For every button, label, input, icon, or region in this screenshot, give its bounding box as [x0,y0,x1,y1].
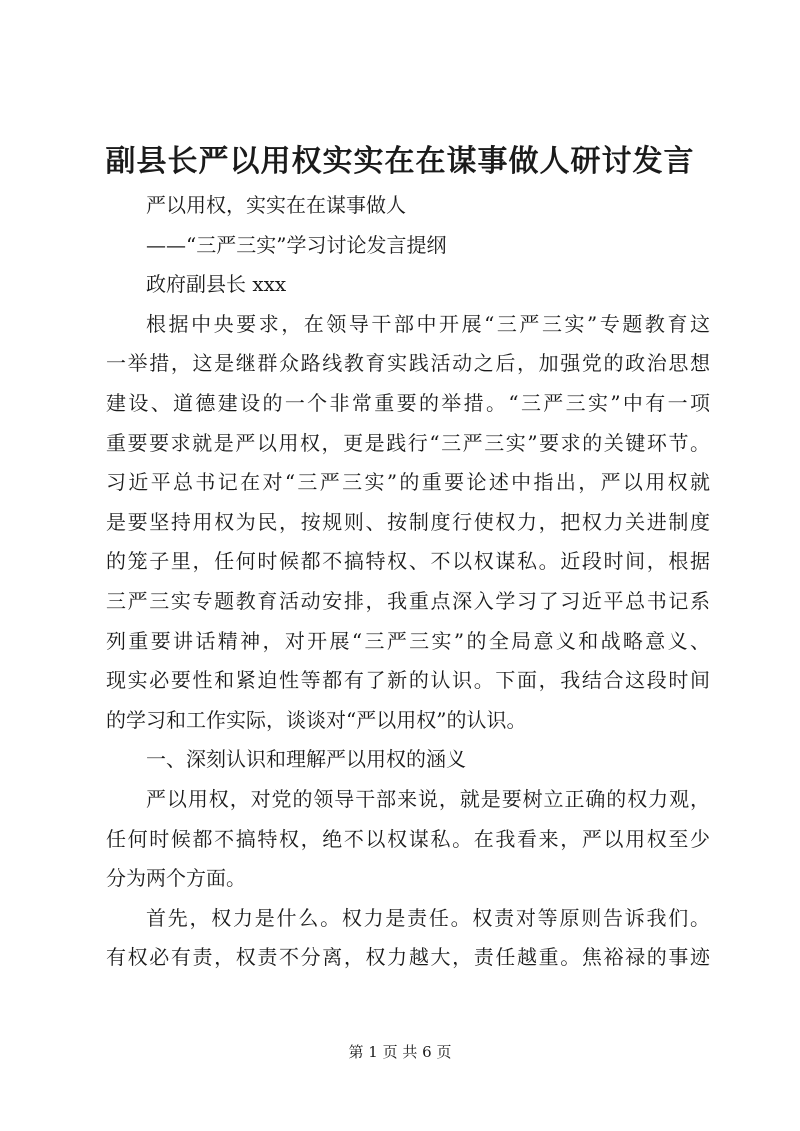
paragraph-line: 首先，权力是什么。权力是责任。权责对等原则告诉我们。 [146,905,710,930]
paragraph-line: 的学习和工作实际，谈谈对“严以用权”的认识。 [106,707,527,732]
paragraph-line: 三严三实专题教育活动安排，我重点深入学习了习近平总书记系 [106,588,710,613]
page-number: 第 1 页 共 6 页 [348,1043,452,1061]
section-heading: 一、深刻认识和理解严以用权的涵义 [146,747,466,772]
paragraph-line: 一举措，这是继群众路线教育实践活动之后，加强党的政治思想 [106,351,710,376]
paragraph-line: 建设、道德建设的一个非常重要的举措。“三严三实”中有一项 [106,390,710,415]
author-line: 政府副县长 xxx [146,272,287,297]
paragraph-line: 习近平总书记在对“三严三实”的重要论述中指出，严以用权就 [106,470,710,495]
document-title: 副县长严以用权实实在在谋事做人研讨发言 [105,144,695,179]
paragraph-line: 严以用权，对党的领导干部来说，就是要树立正确的权力观， [146,786,710,811]
paragraph-line: 有权必有责，权责不分离，权力越大，责任越重。焦裕禄的事迹 [106,945,710,970]
paragraph-line: 列重要讲话精神，对开展“三严三实”的全局意义和战略意义、 [106,628,710,653]
paragraph-line: 根据中央要求，在领导干部中开展“三严三实”专题教育这 [146,311,710,336]
paragraph-line: 的笼子里，任何时候都不搞特权、不以权谋私。近段时间，根据 [106,549,710,574]
subtitle: 严以用权，实实在在谋事做人 [146,193,406,217]
document-body [106,186,710,978]
paragraph-line: 是要坚持用权为民，按规则、按制度行使权力，把权力关进制度 [106,509,710,534]
paragraph-line: 现实必要性和紧迫性等都有了新的认识。下面，我结合这段时间 [106,668,710,693]
paragraph-line: 分为两个方面。 [106,866,246,891]
subtitle-dash: ——“三严三实”学习讨论发言提纲 [146,232,447,257]
paragraph-line: 重要要求就是严以用权，更是践行“三严三实”要求的关键环节。 [106,430,710,455]
paragraph-line: 任何时候都不搞特权，绝不以权谋私。在我看来，严以用权至少 [106,826,710,851]
